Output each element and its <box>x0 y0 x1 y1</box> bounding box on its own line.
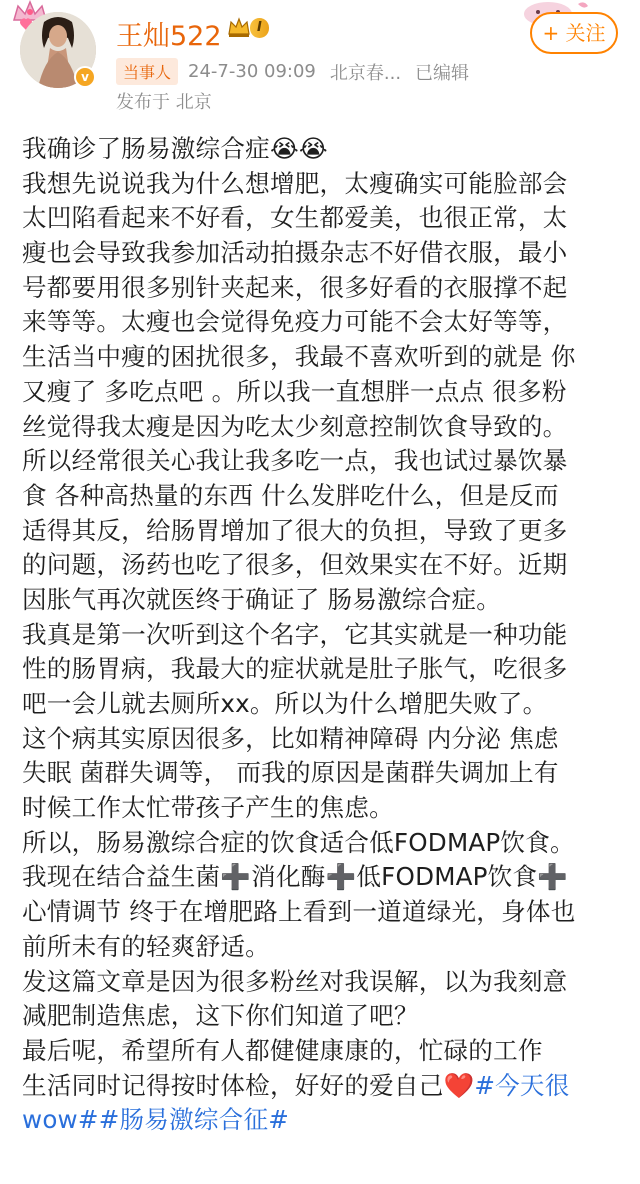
post-line: 生活当中瘦的困扰很多，我最不喜欢听到的就是 你 <box>22 342 576 372</box>
crown-icon <box>226 15 252 41</box>
post-body <box>22 132 620 1138</box>
post-line: 又瘦了 多吃点吧 。所以我一直想胖一点点 很多粉 <box>22 376 567 406</box>
vip-badge[interactable] <box>226 15 269 41</box>
post-line: 这个病其实原因很多，比如精神障碍 内分泌 焦虑 <box>22 723 559 753</box>
post-timestamp: 24-7-30 09:09 <box>188 61 316 82</box>
post-line: 适得其反，给肠胃增加了很大的负担，导致了更多 <box>22 515 568 545</box>
post-line: 我现在结合益生菌➕消化酶➕低FODMAP饮食➕ <box>22 862 569 892</box>
post-line: 时候工作太忙带孩子产生的焦虑。 <box>22 793 394 823</box>
post-line: 性的肠胃病，我最大的症状就是肚子胀气，吃很多 <box>22 654 568 684</box>
post-line: 因胀气再次就医终于确证了 肠易激综合症。 <box>22 584 502 614</box>
username[interactable]: 王灿522 <box>116 21 222 52</box>
post-line: 所以，肠易激综合症的饮食适合低FODMAP饮食。 <box>22 827 575 857</box>
post-line-hashtags <box>22 1103 620 1138</box>
edited-label[interactable]: 已编辑 <box>415 62 470 84</box>
hashtag-link[interactable]: #肠易激综合征# <box>98 1105 290 1135</box>
post-line: 前所未有的轻爽舒适。 <box>22 931 270 961</box>
heart-icon: ❤️ <box>443 1070 475 1100</box>
post-line: 食 各种高热量的东西 什么发胖吃什么，但是反而 <box>22 480 559 510</box>
post-line: 减肥制造焦虑，这下你们知道了吧？ <box>22 1001 419 1031</box>
post-meta <box>116 58 483 85</box>
post-line: 我确诊了肠易激综合症😭😭 <box>22 134 328 163</box>
post-line: 所以经常很关心我让我多吃一点，我也试过暴饮暴 <box>22 446 568 476</box>
post-line: 瘦也会导致我参加活动拍摄杂志不好借衣服，最小 <box>22 238 568 268</box>
post-line: 发这篇文章是因为很多粉丝对我误解，以为我刻意 <box>22 966 568 996</box>
post-device[interactable]: 北京春... <box>329 62 402 84</box>
post-header <box>0 0 640 120</box>
follow-button[interactable]: + 关注 <box>530 12 618 54</box>
post-text: 生活同时记得按时体检，好好的爱自己 <box>22 1070 444 1100</box>
party-tag: 当事人 <box>116 58 178 85</box>
hashtag-link[interactable]: wow# <box>22 1105 99 1135</box>
post-line: 吧一会儿就去厕所xx。所以为什么增肥失败了。 <box>22 689 548 718</box>
verified-v-icon: v <box>74 66 96 88</box>
post-line: 丝觉得我太瘦是因为吃太少刻意控制饮食导致的。 <box>22 411 568 441</box>
post-line: 的问题，汤药也吃了很多，但效果实在不好。近期 <box>22 550 568 580</box>
hashtag-link[interactable]: #今天很 <box>474 1070 570 1100</box>
post-line: 失眠 菌群失调等， 而我的原因是菌群失调加上有 <box>22 758 559 788</box>
publish-location: 发布于 北京 <box>116 92 212 113</box>
post-line: 我想先说说我为什么想增肥，太瘦确实可能脸部会 <box>22 168 568 198</box>
post-line: 心情调节 终于在增肥路上看到一道道绿光，身体也 <box>22 897 576 927</box>
vip-level: I <box>250 18 269 38</box>
post-line: 号都要用很多别针夹起来，很多好看的衣服撑不起 <box>22 272 568 302</box>
post-line-final <box>22 1069 620 1104</box>
post-line: 来等等。太瘦也会觉得免疫力可能不会太好等等， <box>22 307 568 337</box>
post-line: 我真是第一次听到这个名字，它其实就是一种功能 <box>22 619 568 649</box>
post-line: 太凹陷看起来不好看，女生都爱美，也很正常，太 <box>22 203 568 233</box>
post-line: 最后呢，希望所有人都健健康康的，忙碌的工作 <box>22 1035 543 1065</box>
